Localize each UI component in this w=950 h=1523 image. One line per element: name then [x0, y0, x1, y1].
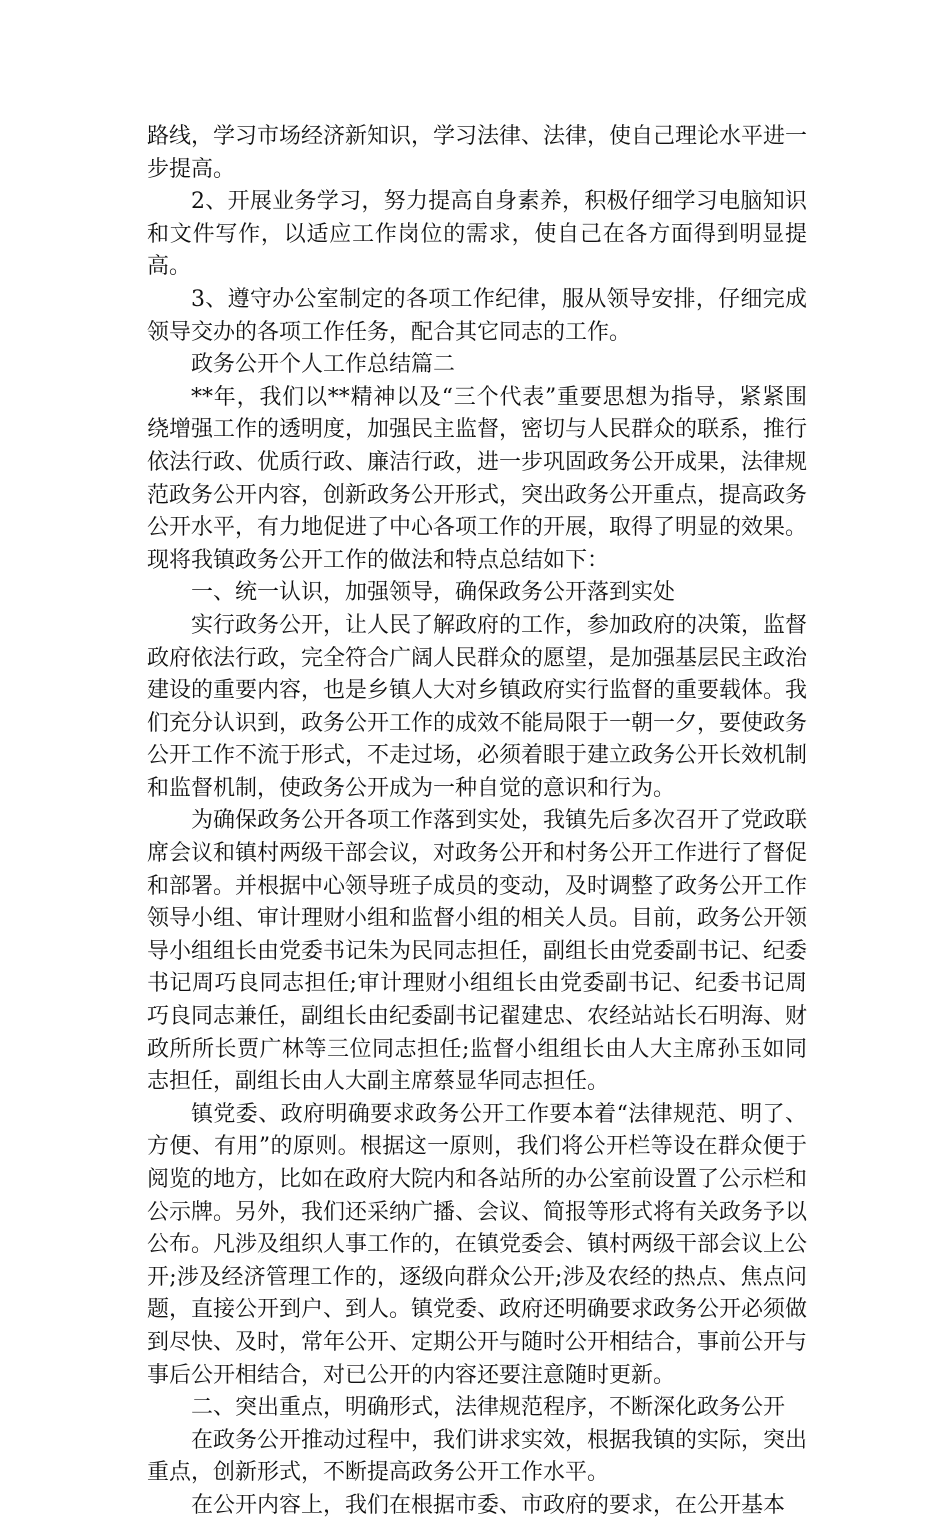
paragraph-intro: **年，我们以**精神以及“三个代表”重要思想为指导，紧紧围绕增强工作的透明度，加强民主监督，密切与人民群众的联系，推行依法行政、优质行政、廉洁行政，进一步巩固政务公开成果，法律规范政务公开内容，创新政务公开形式，突出政务公开重点，提高政务公开水平，有力地促进了中心各项工作的开展，取得了明显的效果。现将我镇政务公开工作的做法和特点总结如下：: [147, 384, 808, 573]
paragraph-body: 为确保政务公开各项工作落到实处，我镇先后多次召开了党政联席会议和镇村两级干部会议，对政务公开和村务公开工作进行了督促和部署。并根据中心领导班子成员的变动，及时调整了政务公开工作领导小组、审计理财小组和监督小组的相关人员。目前，政务公开领导小组组长由党委书记朱为民同志担任，副组长由党委副书记、纪委书记周巧良同志担任;审计理财小组组长由党委副书记、纪委书记周巧良同志兼任，副组长由纪委副书记翟建忠、农经站站长石明海、财政所所长贾广林等三位同志担任;监督小组组长由人大主席孙玉如同志担任，副组长由人大副主席蔡显华同志担任。: [147, 808, 808, 1095]
paragraph-body: 在政务公开推动过程中，我们讲求实效，根据我镇的实际，突出重点，创新形式，不断提高政务公开工作水平。: [147, 1427, 808, 1486]
paragraph-item-2: 2、开展业务学习，努力提高自身素养，积极仔细学习电脑知识和文件写作，以适应工作岗位的需求，使自己在各方面得到明显提高。: [147, 189, 807, 280]
paragraph-body: 实行政务公开，让人民了解政府的工作，参加政府的决策，监督政府依法行政，完全符合广阔人民群众的愿望，是加强基层民主政治建设的重要内容，也是乡镇人大对乡镇政府实行监督的重要载体。我们充分认识到，政务公开工作的成效不能局限于一朝一夕，要使政务公开工作不流于形式，不走过场，必须着眼于建立政务公开长效机制和监督机制，使政务公开成为一种自觉的意识和行为。: [147, 612, 808, 801]
paragraph-item-3: 3、遵守办公室制定的各项工作纪律，服从领导安排，仔细完成领导交办的各项工作任务，配合其它同志的工作。: [147, 286, 807, 345]
document-body: [147, 121, 807, 1523]
paragraph-body-truncated: 在公开内容上，我们在根据市委、市政府的要求，在公开基本: [191, 1492, 786, 1518]
heading-part-1: 一、统一认识，加强领导，确保政务公开落到实处: [191, 580, 676, 606]
heading-part-2: 二、突出重点，明确形式，法律规范程序，不断深化政务公开: [191, 1395, 786, 1421]
paragraph-body: 镇党委、政府明确要求政务公开工作要本着“法律规范、明了、方便、有用”的原则。根据这一原则，我们将公开栏等设在群众便于阅览的地方，比如在政府大院内和各站所的办公室前设置了公示栏和公示牌。另外，我们还采纳广播、会议、简报等形式将有关政务予以公布。凡涉及组织人事工作的，在镇党委会、镇村两级干部会议上公开;涉及经济管理工作的，逐级向群众公开;涉及农经的热点、焦点问题，直接公开到户、到人。镇党委、政府还明确要求政务公开必须做到尽快、及时，常年公开、定期公开与随时公开相结合，事前公开与事后公开相结合，对已公开的内容还要注意随时更新。: [147, 1101, 808, 1388]
paragraph-continued: 路线，学习市场经济新知识，学习法律、法律，使自己理论水平进一步提高。: [147, 124, 808, 182]
section-title: 政务公开个人工作总结篇二: [191, 352, 456, 378]
